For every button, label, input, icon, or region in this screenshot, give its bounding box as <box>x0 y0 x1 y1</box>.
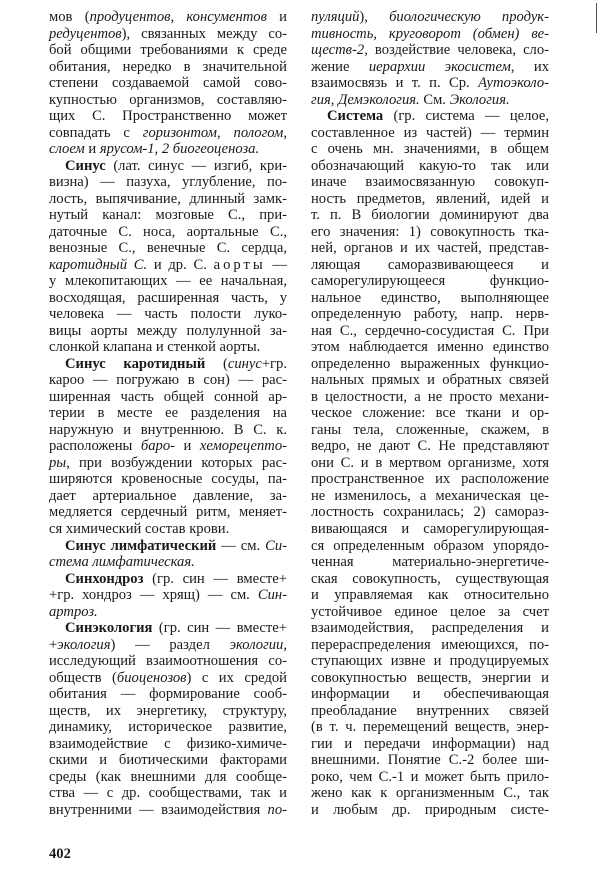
text-segment: обозначающий какую-то так или <box>311 157 549 174</box>
text-line <box>49 306 287 323</box>
text-segment: ведро, не дают С. Не представляют <box>311 438 549 455</box>
text-segment: слонкой клапана и стенкой аорты. <box>49 339 261 356</box>
text-segment: , при возбуждении которых рас- <box>66 454 287 471</box>
text-segment: (гр. син — вместе+ <box>152 620 287 637</box>
text-line <box>49 389 287 406</box>
text-segment: иначе взаимосвязанную совокуп- <box>311 174 549 191</box>
text-segment: лостность сохранилась; 2) самораз- <box>311 504 549 521</box>
text-line <box>49 59 287 76</box>
text-line <box>49 521 287 538</box>
text-line <box>311 174 549 191</box>
entry-headline-line <box>311 108 549 125</box>
text-line <box>49 471 287 488</box>
text-line <box>49 422 287 439</box>
text-line <box>311 637 549 654</box>
text-line <box>311 191 549 208</box>
italic-text: тивность, круговорот (обмен) ве- <box>311 25 549 42</box>
text-line <box>49 554 287 571</box>
entry-term: Синус <box>65 157 106 174</box>
italic-text: пуляций <box>311 9 360 25</box>
text-segment: и управляемая как относительно <box>311 587 549 604</box>
text-line <box>311 703 549 720</box>
text-segment: гии и передачи информации) над <box>311 735 549 752</box>
text-segment: и любым др. природным систе- <box>311 801 549 818</box>
text-segment: в целостности, а не просто механи- <box>311 388 549 405</box>
text-segment: ней, органов и их частей, представ- <box>311 240 549 257</box>
entry-headline-line <box>49 620 287 637</box>
text-line <box>311 158 549 175</box>
text-line <box>311 9 549 26</box>
text-line <box>311 471 549 488</box>
text-line <box>311 686 549 703</box>
text-segment: не изменилось, а механическая це- <box>311 487 549 504</box>
text-segment: (гр. система — целое, <box>383 108 549 125</box>
text-line <box>311 75 549 92</box>
text-segment: этом наблюдается именно единство <box>311 339 549 356</box>
text-line <box>49 224 287 241</box>
text-segment: (гр. син — вместе+ <box>143 570 287 587</box>
text-segment: ) с их средой <box>186 669 287 686</box>
text-segment: вицы аорты между полулунной за- <box>49 322 287 339</box>
text-segment: взаимодействие с физико-химиче- <box>49 735 287 752</box>
text-segment: ская совокупность, существующая <box>311 570 549 587</box>
text-segment: ченная материально-энергетиче- <box>311 554 549 571</box>
text-segment: ( <box>205 355 228 372</box>
italic-text: Экология. <box>449 91 510 108</box>
text-segment: ства — с др. сообществами, так и <box>49 785 287 802</box>
text-segment: с очень мн. значениями, в общем <box>311 141 549 158</box>
entry-headline-line <box>49 538 287 555</box>
italic-text: стема лимфатическая. <box>49 554 195 571</box>
italic-text: продуцентов, консументов <box>89 9 267 25</box>
text-segment: +гр. <box>261 355 287 372</box>
text-segment: купностью организмов, составляю- <box>49 91 287 108</box>
text-segment: человека — часть полости луко- <box>49 306 287 323</box>
text-segment: т. п. В биологии доминируют два <box>311 207 549 224</box>
text-line <box>49 42 287 59</box>
text-segment: роко, чем С.-1 и может быть прило- <box>311 768 549 785</box>
text-segment: обитания — формирование сооб- <box>49 686 287 703</box>
entry-term: Синус каротидный <box>65 355 206 372</box>
text-line <box>311 752 549 769</box>
text-segment: расположены <box>49 438 141 455</box>
text-line <box>49 405 287 422</box>
text-line <box>311 455 549 472</box>
text-segment: медляется сердечный ритм, меняет- <box>49 504 287 521</box>
text-line <box>311 670 549 687</box>
text-segment: и др. С. <box>147 256 214 273</box>
text-line <box>311 587 549 604</box>
text-line <box>49 257 287 274</box>
text-line <box>49 174 287 191</box>
text-segment: — <box>265 256 287 273</box>
text-line <box>311 802 549 819</box>
italic-text: гия, Демэкология. <box>311 91 420 108</box>
text-segment: ) — раздел <box>110 636 230 653</box>
text-segment: преобладание внутренних связей <box>311 702 549 719</box>
text-line <box>49 719 287 736</box>
text-line <box>49 670 287 687</box>
text-segment: пространственное их расположение <box>311 471 549 488</box>
italic-text: Син- <box>257 587 287 604</box>
text-segment: вивающаяся и саморегулирующая- <box>311 520 549 537</box>
text-segment: скими и биотическими факторами <box>49 752 287 769</box>
text-segment: и <box>175 438 200 455</box>
text-segment: визна) — пазуха, углубление, по- <box>49 174 287 191</box>
text-line <box>49 125 287 142</box>
entry-term: Синус лимфатический <box>65 537 217 554</box>
text-segment: кароо — погружаю в сон) — рас- <box>49 372 287 389</box>
text-segment: информации и обеспечивающая <box>311 686 549 703</box>
text-segment: определенную работу, напр. нерв- <box>311 306 549 323</box>
text-line <box>49 290 287 307</box>
text-line <box>311 785 549 802</box>
text-segment: у млекопитающих — ее начальная, <box>49 273 287 290</box>
text-segment: и <box>84 141 100 158</box>
text-line <box>311 372 549 389</box>
text-line <box>311 240 549 257</box>
italic-text: слоем <box>49 141 85 158</box>
text-segment: дает артериальное давление, за- <box>49 487 287 504</box>
text-segment: нальное единство, выполняющее <box>311 289 549 306</box>
text-segment: устойчивое единое целое за счет <box>311 603 549 620</box>
text-segment: , воздействие человека, сло- <box>364 42 549 59</box>
text-line <box>49 488 287 505</box>
italic-text: артроз. <box>49 603 98 620</box>
text-line <box>49 703 287 720</box>
text-line <box>49 686 287 703</box>
text-line <box>49 273 287 290</box>
page-number: 402 <box>49 846 71 862</box>
text-segment: саморегулирующееся функцио- <box>311 273 549 290</box>
text-line <box>311 538 549 555</box>
italic-text: горизонтом, пологом, <box>142 124 287 141</box>
text-line <box>311 521 549 538</box>
text-segment: бой общими требованиями к среде <box>49 42 287 59</box>
text-line <box>311 26 549 43</box>
text-line <box>49 785 287 802</box>
entry-headline-line <box>49 356 287 373</box>
text-segment: +гр. хондроз — хрящ) — см. <box>49 587 258 604</box>
text-line <box>311 92 549 109</box>
text-line <box>49 587 287 604</box>
text-segment: совокупностью веществ, энергии и <box>311 669 549 686</box>
text-line <box>49 637 287 654</box>
italic-text: иерархии экосистем <box>368 58 511 75</box>
text-segment: нальных прямых и обратных связей <box>311 372 549 389</box>
text-segment: ность предметов, явлений, идей и <box>311 190 549 207</box>
text-segment: ), <box>359 9 390 25</box>
text-line <box>311 571 549 588</box>
text-segment: даточные С. носа, аортальные С., <box>49 223 287 240</box>
italic-text: экологии, <box>229 636 287 653</box>
text-segment: ся химический состав крови. <box>49 520 230 537</box>
scan-edge-mark <box>596 3 597 33</box>
text-line <box>311 141 549 158</box>
text-line <box>311 554 549 571</box>
text-segment: степени создаваемой самой сово- <box>49 75 287 92</box>
entry-term: Синхондроз <box>65 570 144 587</box>
text-segment: аорты <box>213 256 266 273</box>
italic-text: биоценозов <box>116 669 187 686</box>
text-line <box>311 504 549 521</box>
text-line <box>49 75 287 92</box>
text-line <box>311 125 549 142</box>
text-line <box>49 9 287 26</box>
text-segment: составленное из частей) — термин <box>311 124 549 141</box>
entry-term: Система <box>327 108 384 125</box>
italic-text: ществ-2 <box>311 42 365 59</box>
italic-text: каротидный С. <box>49 256 148 273</box>
text-segment: (лат. синус — изгиб, кри- <box>105 157 287 174</box>
text-line <box>49 141 287 158</box>
text-line <box>49 653 287 670</box>
text-segment: лость, выпячивание, длинный замк- <box>49 190 287 207</box>
entry-headline-line <box>49 158 287 175</box>
text-line <box>311 389 549 406</box>
text-segment: среды (как внешними для сообще- <box>49 768 287 785</box>
text-segment: его значения: 1) совокупность тка- <box>311 223 549 240</box>
italic-text: ры <box>49 454 67 471</box>
text-segment: ширенная часть общей сонной ар- <box>49 388 287 405</box>
text-segment: ществ, их энергетику, структуру, <box>49 702 287 719</box>
text-segment: ганы тела, сложенные, скажем, в <box>311 421 549 438</box>
text-segment: внешними. Понятие С.-2 более ши- <box>311 752 549 769</box>
text-segment: ступающих извне и продуцируемых <box>311 653 549 670</box>
text-line <box>49 26 287 43</box>
text-segment: ляющая саморазвивающееся и <box>311 256 549 273</box>
text-segment: , их <box>510 58 549 75</box>
text-segment: мов ( <box>49 9 90 25</box>
text-segment: терии в месте ее разделения на <box>49 405 287 422</box>
text-line <box>311 306 549 323</box>
text-line <box>311 323 549 340</box>
text-segment: венозные С., венечные С. сердца, <box>49 240 287 257</box>
text-segment: ), связанных между со- <box>121 25 287 42</box>
text-segment: совпадать с <box>49 124 143 141</box>
entry-headline-line <box>49 571 287 588</box>
text-line <box>49 769 287 786</box>
text-line <box>311 59 549 76</box>
text-line <box>49 752 287 769</box>
text-line <box>311 207 549 224</box>
text-segment: исследующий взаимоотношения со- <box>49 653 287 670</box>
text-segment: внутренними — взаимодействия <box>49 801 268 818</box>
text-segment: перераспределения имеющихся, по- <box>311 636 549 653</box>
text-line <box>49 108 287 125</box>
text-line <box>311 719 549 736</box>
text-segment: они С. и в мертвом организме, хотя <box>311 454 549 471</box>
text-segment: жение <box>311 58 369 75</box>
text-line <box>311 273 549 290</box>
text-segment: ная С., сердечно-сосудистая С. При <box>311 322 549 339</box>
text-segment: взаимодействия, распределения и <box>311 620 549 637</box>
text-line <box>311 488 549 505</box>
text-line <box>49 323 287 340</box>
text-line <box>311 356 549 373</box>
left-text-column <box>49 9 287 818</box>
text-line <box>311 438 549 455</box>
text-line <box>49 339 287 356</box>
text-line <box>49 207 287 224</box>
text-line <box>49 802 287 819</box>
right-text-column <box>311 9 549 818</box>
text-segment: обществ ( <box>49 669 117 686</box>
text-segment: динамику, историческое развитие, <box>49 719 287 736</box>
text-line <box>49 92 287 109</box>
text-line <box>311 736 549 753</box>
text-segment: ширяются кровеносные сосуды, па- <box>49 471 287 488</box>
italic-text: синус <box>227 355 262 372</box>
italic-text: экология <box>57 636 111 653</box>
text-line <box>49 372 287 389</box>
italic-text: Аутоэколо- <box>478 75 549 92</box>
text-line <box>311 604 549 621</box>
text-line <box>311 620 549 637</box>
text-line <box>49 736 287 753</box>
text-segment: жено как к организменным С., так <box>311 785 549 802</box>
text-line <box>49 438 287 455</box>
text-segment: наружную и внутреннюю. В С. к. <box>49 421 287 438</box>
text-segment: ся определенным образом упорядо- <box>311 537 549 554</box>
text-line <box>49 455 287 472</box>
italic-text: редуцентов <box>49 25 122 42</box>
text-segment: См. <box>419 91 450 108</box>
text-line <box>311 224 549 241</box>
text-segment: щих С. Пространственно может <box>49 108 287 125</box>
text-segment: нутый канал: мозговые С., при- <box>49 207 287 224</box>
text-line <box>311 769 549 786</box>
italic-text: Си- <box>265 537 287 554</box>
text-line <box>49 604 287 621</box>
text-line <box>311 290 549 307</box>
text-line <box>49 191 287 208</box>
text-line <box>49 240 287 257</box>
italic-text: баро- <box>140 438 175 455</box>
text-segment: ческое сложение: все ткани и ор- <box>311 405 549 422</box>
italic-text: хеморецепто- <box>199 438 287 455</box>
text-segment: — см. <box>216 537 266 554</box>
text-segment: определенно выраженных функцио- <box>311 355 549 372</box>
italic-text: биологическую продук- <box>389 9 549 25</box>
text-segment: и <box>266 9 287 25</box>
text-line <box>49 504 287 521</box>
text-segment: + <box>49 636 58 653</box>
text-segment: взаимосвязь и т. п. Ср. <box>311 75 479 92</box>
italic-text: по- <box>267 801 287 818</box>
text-line <box>311 42 549 59</box>
text-segment: восходящая, расширенная часть, у <box>49 289 287 306</box>
text-line <box>311 339 549 356</box>
text-segment: (в т. ч. перемещений веществ, энер- <box>311 719 549 736</box>
text-segment: обитания, нередко в значительной <box>49 58 287 75</box>
text-line <box>311 653 549 670</box>
italic-text: ярусом-1, 2 биогеоценоза. <box>99 141 260 158</box>
text-line <box>311 422 549 439</box>
entry-term: Синэкология <box>65 620 153 637</box>
text-line <box>311 257 549 274</box>
text-line <box>311 405 549 422</box>
